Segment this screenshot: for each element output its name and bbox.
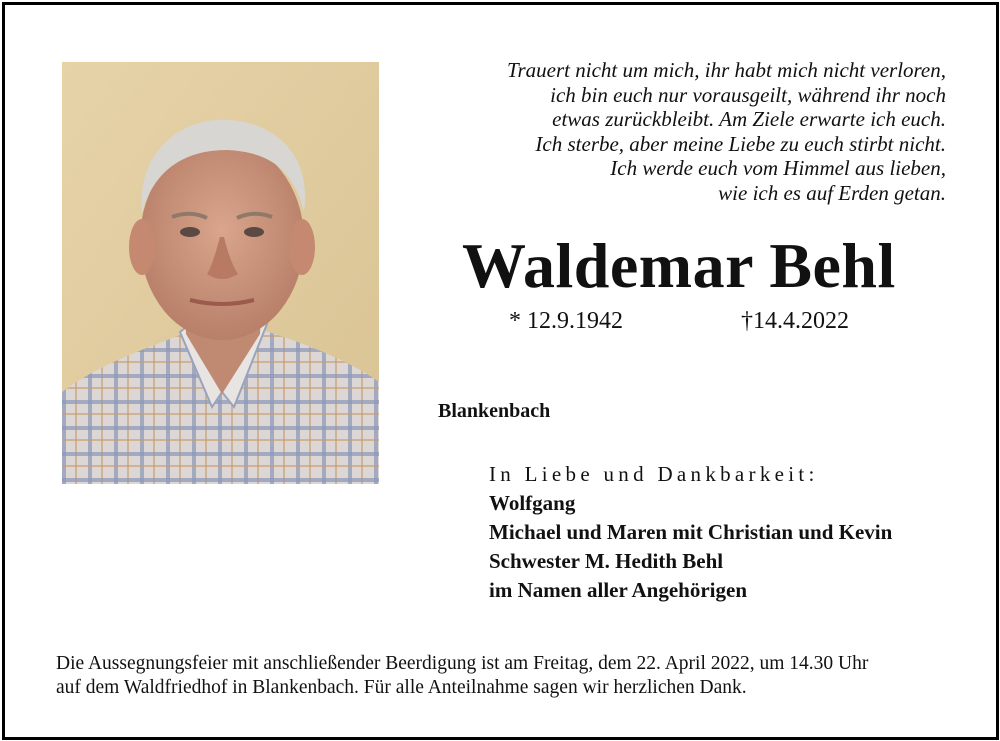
poem-line: Ich werde euch vom Himmel aus lieben,	[610, 156, 946, 181]
deceased-name: Waldemar Behl	[462, 230, 896, 301]
mourner-name: Michael und Maren mit Christian und Kevin	[489, 520, 893, 544]
notice-line: auf dem Waldfriedhof in Blankenbach. Für alle Anteilnahme sagen wir herzlichen Dank.	[56, 677, 747, 698]
portrait-photo	[62, 62, 379, 484]
mourners-block	[489, 460, 892, 605]
birth-date: * 12.9.1942	[509, 308, 623, 334]
funeral-notice	[56, 652, 868, 700]
poem-quote	[440, 58, 946, 206]
notice-line: Die Aussegnungsfeier mit anschließender Beerdigung ist am Freitag, dem 22. April 2022, um 14.30 Uhr	[56, 653, 869, 674]
poem-line: Trauert nicht um mich, ihr habt mich nicht verloren,	[506, 58, 946, 82]
mourner-name: Wolfgang	[489, 491, 576, 515]
poem-line: ich bin euch nur vorausgeilt, während ihr noch	[550, 82, 946, 107]
place-name: Blankenbach	[438, 400, 551, 422]
poem-line: wie ich es auf Erden getan.	[718, 180, 946, 205]
mourners-intro: In Liebe und Dankbarkeit:	[489, 462, 819, 486]
death-date: †14.4.2022	[741, 308, 849, 334]
poem-line: Ich sterbe, aber meine Liebe zu euch stirbt nicht.	[535, 131, 946, 156]
mourner-name: Schwester M. Hedith Behl	[489, 549, 724, 573]
mourner-name: im Namen aller Angehörigen	[489, 578, 748, 602]
poem-line: etwas zurückbleibt. Am Ziele erwarte ich euch.	[552, 107, 946, 132]
